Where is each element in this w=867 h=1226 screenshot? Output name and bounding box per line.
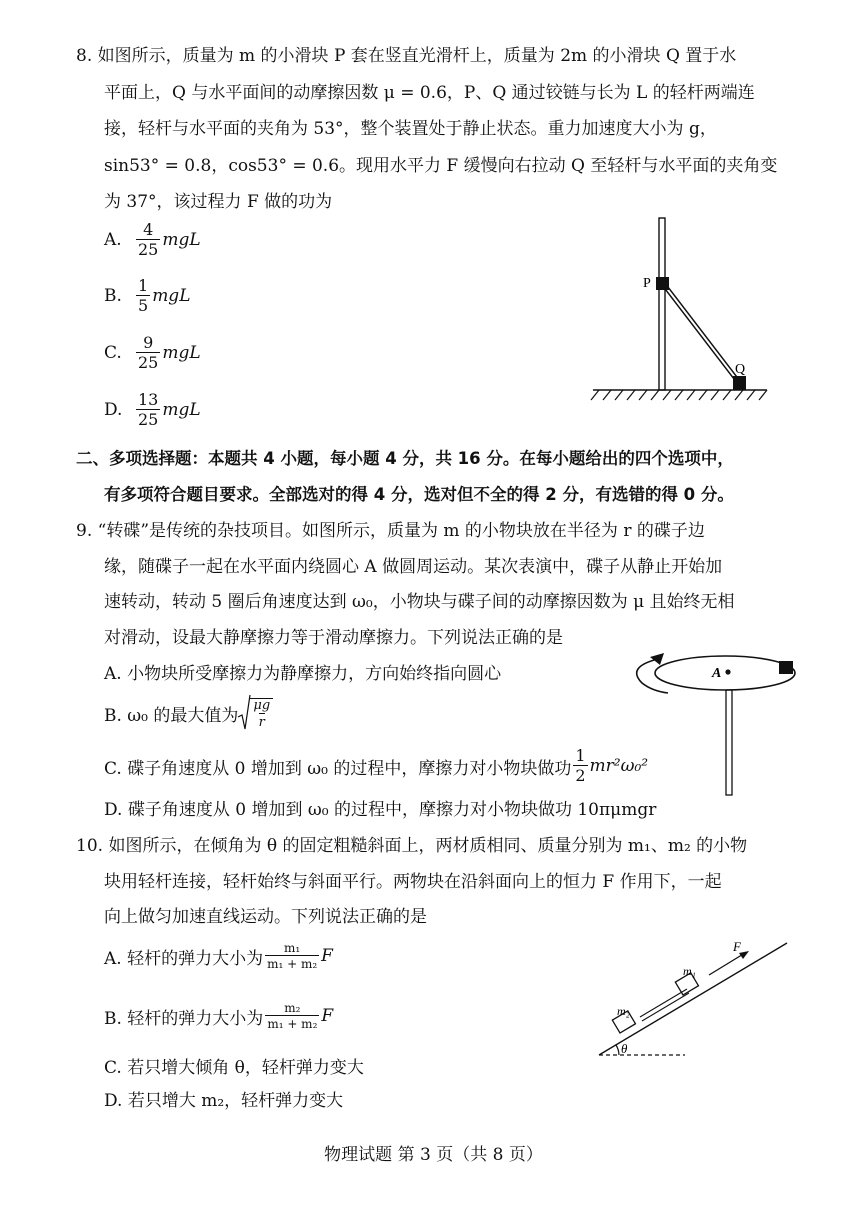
- label-p: P: [643, 276, 651, 291]
- q10-option-b: [104, 1002, 333, 1030]
- q10-line-3: 向上做匀加速直线运动。下列说法正确的是: [104, 907, 427, 927]
- fraction: [573, 748, 587, 784]
- label-theta: θ: [621, 1041, 628, 1056]
- label-m2: m₂: [617, 1004, 630, 1018]
- denominator: 25: [138, 353, 159, 372]
- q8-line-3: 接，轻杆与水平面的夹角为 53°，整个装置处于静止状态。重力加速度大小为 g，: [104, 119, 717, 139]
- rotation-arrowhead: [650, 653, 664, 665]
- q10-figure: [595, 935, 795, 1060]
- q10-line-2: 块用轻杆连接，轻杆始终与斜面平行。两物块在沿斜面向上的恒力 F 作用下，一起: [104, 872, 722, 892]
- q10-line-1: 10. 如图所示，在倾角为 θ 的固定粗糙斜面上，两材质相同、质量分别为 m₁、m₂ 的小物: [76, 836, 748, 856]
- fraction: [265, 1002, 319, 1030]
- page-footer: 物理试题 第 3 页（共 8 页）: [324, 1145, 543, 1165]
- q9-line-3: 速转动，转动 5 圈后角速度达到 ω₀，小物块与碟子间的动摩擦因数为 μ 且始终无相: [104, 592, 735, 612]
- numerator: m₂: [284, 1001, 301, 1015]
- label-q: Q: [735, 362, 746, 377]
- denominator: m₁ + m₂: [267, 1017, 318, 1031]
- numerator: 1: [138, 276, 149, 295]
- q10-option-c: C. 若只增大倾角 θ，轻杆弹力变大: [104, 1058, 364, 1078]
- q8-figure: [585, 210, 775, 410]
- q9-option-c: [104, 748, 648, 784]
- label-f: F: [733, 939, 741, 954]
- q8-line-4: sin53° = 0.8，cos53° = 0.6。现用水平力 F 缓慢向右拉动 Q 至轻杆与水平面的夹角变: [104, 156, 778, 176]
- fraction: [136, 335, 160, 371]
- q9-line-2: 缘，随碟子一起在水平面内绕圆心 A 做圆周运动。某次表演中，碟子从静止开始加: [104, 557, 723, 577]
- q9-figure: [612, 645, 802, 800]
- q9-line-1: 9. “转碟”是传统的杂技项目。如图所示，质量为 m 的小物块放在半径为 r 的碟子边: [76, 521, 705, 541]
- slider-p: [656, 277, 669, 290]
- denominator: 25: [138, 240, 159, 259]
- option-c-text: C. 碟子角速度从 0 增加到 ω₀ 的过程中，摩擦力对小物块做功: [104, 758, 572, 779]
- q10-option-d: D. 若只增大 m₂，轻杆弹力变大: [104, 1091, 344, 1111]
- radicand-denominator: r: [258, 714, 265, 730]
- label-m1: m₁: [683, 964, 696, 978]
- denominator: 5: [138, 296, 149, 315]
- option-a-text: A. 轻杆的弹力大小为: [104, 948, 264, 969]
- sqrt-expression: [238, 695, 273, 731]
- fraction: [136, 222, 160, 258]
- denominator: m₁ + m₂: [267, 957, 318, 971]
- slider-q: [733, 376, 746, 390]
- support-stick: [726, 690, 732, 795]
- incline-surface: [599, 943, 787, 1055]
- light-rod-upper: [640, 989, 687, 1017]
- denominator: 2: [575, 766, 586, 785]
- option-b-tail: F: [321, 1006, 334, 1026]
- numerator: 13: [138, 390, 159, 409]
- q8-option-a: [104, 222, 201, 258]
- section-2-heading-line-2: 有多项符合题目要求。全部选对的得 4 分，选对但不全的得 2 分，有选错的得 0 分。: [104, 485, 734, 504]
- q8-option-c: [104, 335, 201, 371]
- section-2-heading-line-1: 二、多项选择题：本题共 4 小题，每小题 4 分，共 16 分。在每小题给出的四个选项中，: [76, 449, 734, 468]
- radicand: [250, 698, 273, 729]
- fraction: [136, 392, 160, 428]
- radicand-numerator: μg: [253, 697, 271, 713]
- q10-option-a: [104, 942, 333, 970]
- angle-arc: [616, 1045, 619, 1055]
- option-tail: mgL: [152, 286, 191, 306]
- q9-line-4: 对滑动，设最大静摩擦力等于滑动摩擦力。下列说法正确的是: [104, 628, 563, 648]
- option-label: D.: [104, 400, 123, 420]
- q8-option-d: [104, 392, 201, 428]
- numerator: m₁: [284, 941, 301, 955]
- q8-line-5: 为 37°，该过程力 F 做的功为: [104, 192, 333, 212]
- label-a: A: [712, 666, 722, 681]
- option-a-tail: F: [321, 946, 333, 966]
- option-tail: mgL: [162, 400, 201, 420]
- q9-option-d: D. 碟子角速度从 0 增加到 ω₀ 的过程中，摩擦力对小物块做功 10πμmgr: [104, 800, 657, 820]
- ground-hatching: [591, 390, 767, 400]
- radical-sign: [238, 695, 250, 731]
- option-c-tail: mr²ω₀²: [589, 756, 649, 776]
- option-b-text: B. 轻杆的弹力大小为: [104, 1008, 264, 1029]
- block-on-plate: [779, 661, 793, 674]
- fraction: [136, 278, 150, 314]
- light-rod-lower: [642, 993, 689, 1021]
- plate: [655, 656, 795, 690]
- fraction: [265, 942, 319, 970]
- option-tail: mgL: [162, 343, 201, 363]
- numerator: 4: [143, 220, 154, 239]
- option-tail: mgL: [162, 230, 201, 250]
- option-label: C.: [104, 343, 122, 363]
- option-b-text: B. ω₀ 的最大值为: [104, 705, 239, 726]
- q8-line-2: 平面上，Q 与水平面间的动摩擦因数 μ = 0.6，P、Q 通过铰链与长为 L 的轻杆两端连: [104, 83, 755, 103]
- denominator: 25: [138, 410, 159, 429]
- q8-line-1: 8. 如图所示，质量为 m 的小滑块 P 套在竖直光滑杆上，质量为 2m 的小滑块 Q 置于水: [76, 46, 737, 66]
- numerator: 9: [143, 333, 154, 352]
- center-a-dot: [725, 669, 730, 674]
- option-label: B.: [104, 286, 122, 306]
- q9-option-a: A. 小物块所受摩擦力为静摩擦力，方向始终指向圆心: [104, 664, 502, 684]
- light-rod-inner: [665, 286, 737, 380]
- q9-option-b: [104, 695, 273, 731]
- q8-option-b: [104, 278, 190, 314]
- vertical-rod: [659, 218, 665, 390]
- option-label: A.: [104, 230, 122, 250]
- numerator: 1: [575, 746, 586, 765]
